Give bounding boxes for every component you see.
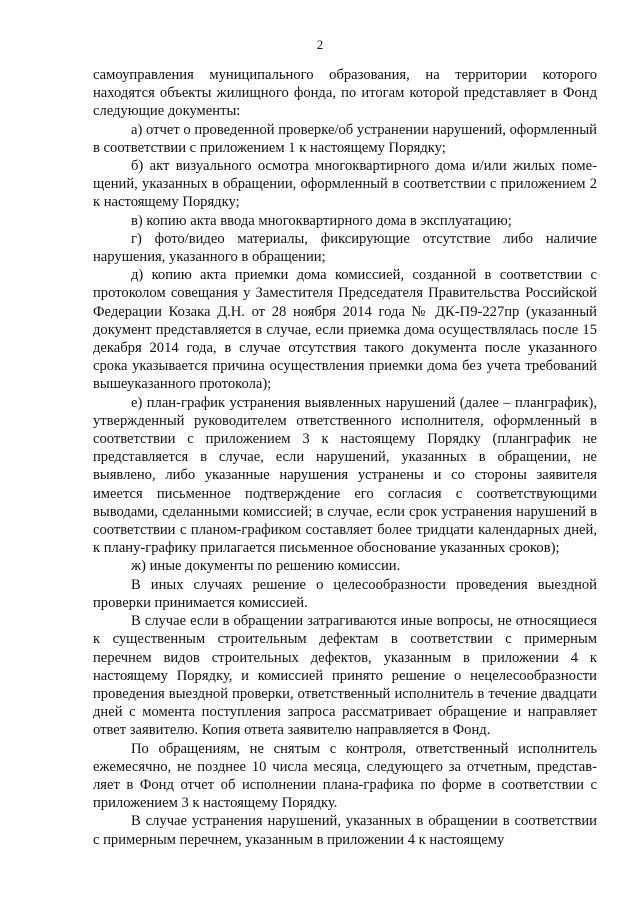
list-item-v: в) копию акта ввода многоквартирного дома в эксплуатацию; (131, 212, 512, 229)
paragraph-monthly-report: По обращениям, не снятым с контроля, ответственный исполнитель ежемесячно, не позднее 10 числа месяца, следующего за отчетным, представляет в Фонд отчет об исполнении плана-графика по форме в соответствии с приложением 3 к настоящему Порядку. (93, 740, 597, 812)
document-body (93, 66, 597, 849)
list-item-g: г) фото/видео материалы, фиксирующие отсутствие либо наличие нарушения, указанного в обращении; (93, 230, 597, 266)
page-number: 2 (316, 37, 324, 52)
list-item-d: д) копию акта приемки дома комиссией, созданной в соответствии с протоколом совещания у Заместителя Председателя Правительства Российской Федерации Козака Д.Н. от 28 ноября 2014 года № ДК-П9-227пр (указанный документ представляется в случае, если приемка дома осуществлялась после 15 декабря 2014 года, в случае отсутствия такого документа после указанного срока указывается причина осуществления приемки дома без учета требований вышеуказанного протокола); (93, 267, 597, 393)
paragraph-other-cases: В иных случаях решение о целесообразности проведения выездной проверки принимается комиссией. (93, 576, 597, 611)
list-item-zh: ж) иные документы по решению комиссии. (131, 558, 401, 575)
list-item-a: а) отчет о проведенной проверке/об устранении нарушений, оформленный в соответствии с приложением 1 к настоящему Порядку; (93, 121, 597, 156)
paragraph-other-questions: В случае если в обращении затрагиваются иные вопросы, не относящиеся к существенным строительным дефектам в соответствии с примерным перечнем видов строительных дефектов, указанным в приложении 4 к настоящему Порядку, и комиссией принято решение о нецелесообразности проведения выездной проверки, ответственный исполнитель в течение двадцати дней с момента поступления запроса рассматривает обращение и направляет ответ заявителю. Копия ответа заявителю направляется в Фонд. (93, 613, 597, 739)
paragraph-elimination: В случае устранения нарушений, указанных в обращении в соответствии с примерным перечнем, указанным в приложении 4 к настоящему (93, 813, 597, 848)
paragraph-intro-continuation: самоуправления муниципального образования, на территории которого находятся объекты жилищного фонда, по итогам которой представляет в Фонд следующие документы: (93, 67, 597, 120)
list-item-b: б) акт визуального осмотра многоквартирного дома и/или жилых помещений, указанных в обращении, оформленный в соответствии с приложением 2 к настоящему Порядку; (93, 158, 597, 211)
list-item-e: е) план-график устранения выявленных нарушений (далее – планграфик), утвержденный руководителем ответственного исполнителя, оформленный в соответствии с приложением 3 к настоящему Порядку (планграфик не представляется в случае, если нарушений, указанных в обращении, не выявлено, либо указанные нарушения устранены и со стороны заявителя имеется письменное подтверждение его согласия с соответствующими выводами, сделанными комиссией; в случае, если срок устранения нарушений в соответствии с планом-графиком составляет более тридцати календарных дней, к плану-графику прилагается письменное обоснование указанных сроков); (93, 394, 597, 557)
